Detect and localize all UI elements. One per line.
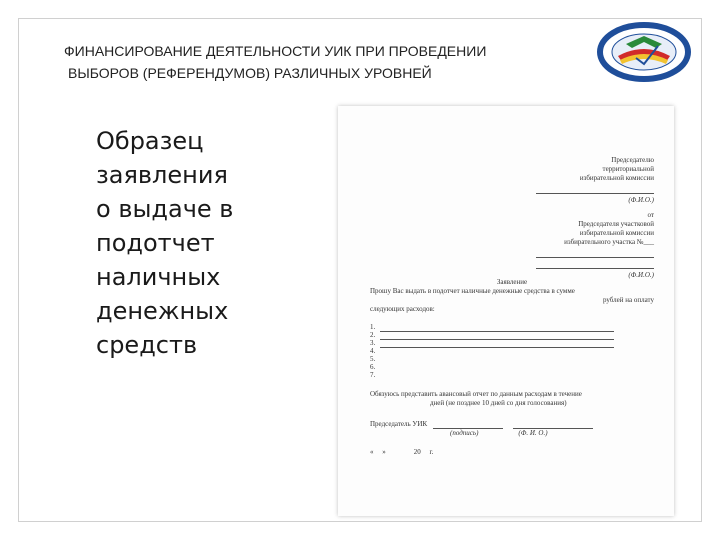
caption-line: денежных — [96, 297, 229, 325]
obligation-line-2: дней (не позднее 10 дней со дня голосования) — [430, 399, 567, 407]
list-item: 1. — [370, 324, 654, 332]
sign-label: Председатель УИК — [370, 420, 428, 428]
addressee-block — [536, 156, 654, 280]
sample-caption — [96, 124, 296, 362]
addressee-to-1: Председателю — [611, 156, 654, 164]
from-line-4: избирательного участка №___ — [564, 238, 654, 246]
fio-label: (Ф.И.О.) — [628, 196, 654, 204]
sign-sub-name: (Ф. И. О.) — [518, 429, 548, 437]
slide-title-line-1: ФИНАНСИРОВАНИЕ ДЕЯТЕЛЬНОСТИ УИК ПРИ ПРОВЕДЕНИИ — [64, 43, 487, 59]
from-line-3: избирательной комиссии — [579, 229, 654, 237]
caption-line: о выдаче в — [96, 195, 234, 223]
blank-line — [536, 249, 654, 258]
caption-line: наличных — [96, 263, 221, 291]
caption-line: средств — [96, 331, 198, 359]
signature-subscripts — [370, 429, 654, 438]
list-item: 6. — [370, 363, 376, 371]
list-item: 2. — [370, 332, 654, 340]
addressee-to-3: избирательной комиссии — [579, 174, 654, 182]
list-item: 4. — [370, 347, 376, 355]
signature-row — [370, 420, 654, 429]
expense-list — [370, 324, 654, 380]
blank-line — [536, 185, 654, 194]
obligation-line-1: Обязуюсь представить авансовый отчет по данным расходам в течение — [370, 390, 582, 398]
application-heading: Заявление — [496, 278, 528, 286]
addressee-to-2: территориальной — [602, 165, 654, 173]
request-line-3: следующих расходов: — [370, 305, 435, 313]
blank-line — [536, 260, 654, 269]
caption-line: заявления — [96, 161, 228, 189]
request-line-2: рублей на оплату — [602, 296, 654, 304]
signature-line — [433, 422, 503, 429]
from-label: от — [647, 211, 654, 219]
application-form-image — [338, 106, 674, 516]
application-body — [370, 278, 654, 457]
list-item: 5. — [370, 355, 376, 363]
name-line — [513, 422, 593, 429]
caption-line: Образец — [96, 127, 204, 155]
fio-label: (Ф.И.О.) — [628, 271, 654, 279]
election-commission-emblem-icon — [596, 22, 692, 82]
from-line-2: Председателя участковой — [578, 220, 654, 228]
sign-sub-signature: (подпись) — [450, 429, 479, 437]
caption-line: подотчет — [96, 229, 215, 257]
date-line: « » 20 г. — [370, 448, 434, 456]
slide-title — [64, 40, 584, 84]
slide-title-line-2: ВЫБОРОВ (РЕФЕРЕНДУМОВ) РАЗЛИЧНЫХ УРОВНЕЙ — [68, 65, 432, 81]
list-item: 3. — [370, 340, 654, 348]
list-item: 7. — [370, 371, 376, 379]
request-line-1: Прошу Вас выдать в подотчет наличные денежные средства в сумме — [370, 287, 575, 295]
